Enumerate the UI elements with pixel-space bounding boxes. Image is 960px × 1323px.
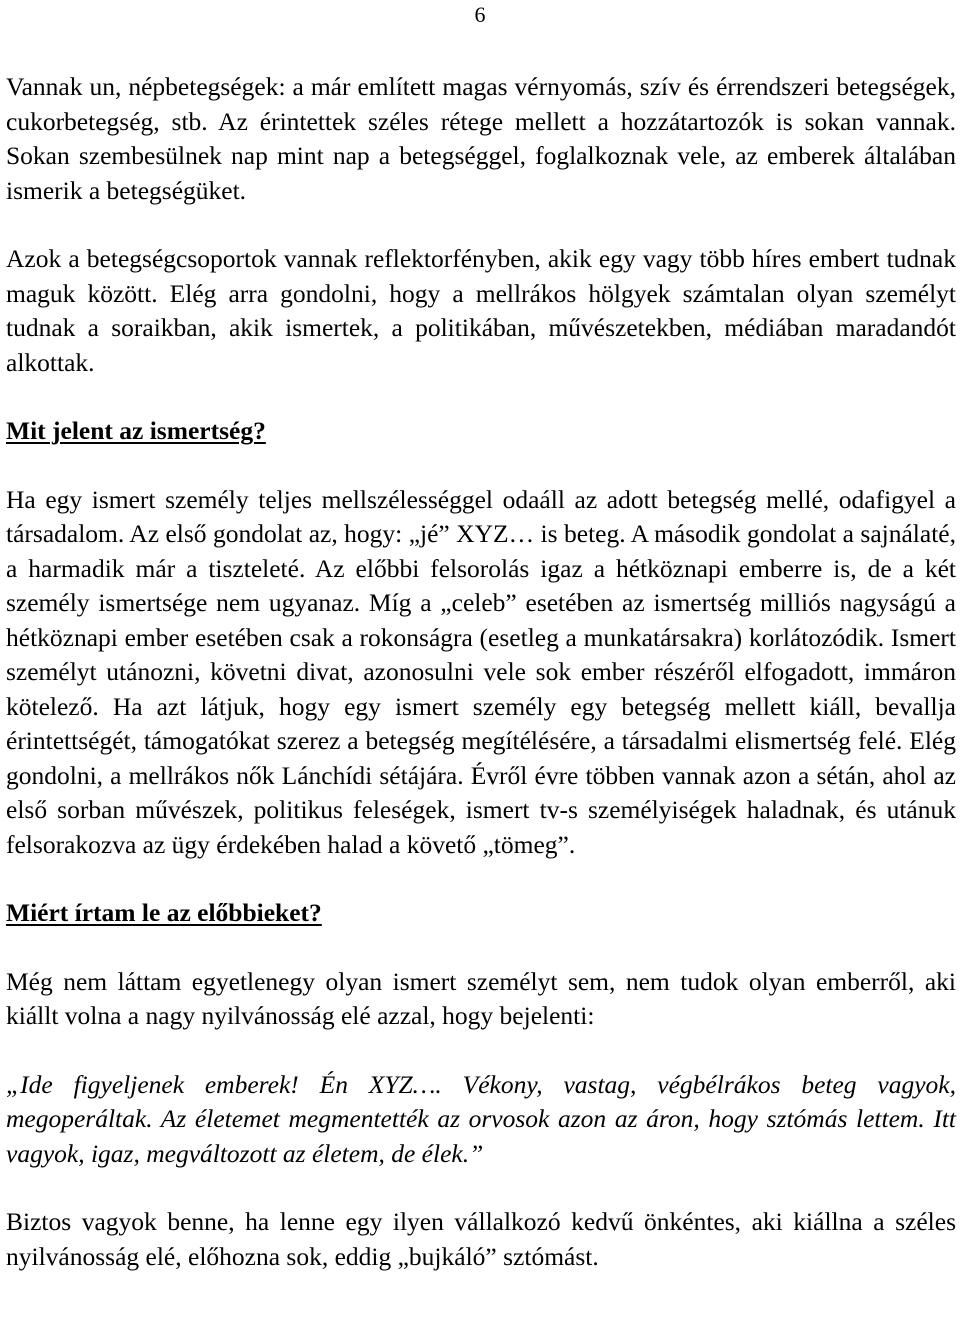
section-heading-miert: Miért írtam le az előbbieket?: [6, 898, 322, 927]
section-heading-ismertseg: Mit jelent az ismertség?: [6, 416, 266, 445]
paragraph-meg-nem-lattam: Még nem láttam egyetlenegy olyan ismert személyt sem, nem tudok olyan emberről, aki kiállt volna a nagy nyilvánosság elé azzal, hogy bejelenti:: [6, 966, 956, 1030]
paragraph-nepbetegsegek: Vannak un, népbetegségek: a már említett magas vérnyomás, szív és érrendszeri betegségek, cukorbetegség, stb. Az érintettek széles rétege mellett a hozzátartozók is sokan vannak. Sokan szembesülnek nap mint nap a betegséggel, foglalkoznak vele, az emberek általában ismerik a betegségüket.: [6, 72, 956, 205]
quote-paragraph: „Ide figyeljenek emberek! Én XYZ…. Vékony, vastag, végbélrákos beteg vagyok, megoperáltak. Az életemet megmentették az orvosok azon az áron, hogy sztómás lettem. Itt vagyok, igaz, megváltozott az életem, de élek.”: [6, 1069, 956, 1168]
paragraph-reflektorfeny: Azok a betegségcsoportok vannak reflektorfényben, akik egy vagy több híres embert tudnak maguk között. Elég arra gondolni, hogy a mellrákos hölgyek számtalan olyan személyt tudnak a soraikban, akik ismertek, a politikában, művészetekben, médiában maradandót alkottak.: [6, 244, 956, 377]
document-body: [6, 70, 956, 1274]
paragraph-ismert-szemely: Ha egy ismert személy teljes mellszélességgel odaáll az adott betegség mellé, odafigyel a társadalom. Az első gondolat az, hogy: „jé” XYZ… is beteg. A második gondolat a sajnálaté, a harmadik már a tiszteleté. Az előbbi felsorolás igaz a hétköznapi emberre is, de a két személy ismertsége nem ugyanaz. Míg a „celeb” esetében az ismertség milliós nagyságú a hétköznapi ember esetében csak a rokonságra (esetleg a munkatársakra) korlátozódik. Ismert személyt utánozni, követni divat, azonosulni vele sok ember részéről elfogadott, immáron kötelező. Ha azt látjuk, hogy egy ismert személy egy betegség mellett kiáll, bevallja érintettségét, támogatókat szerez a betegség megítélésére, a társadalmi elismertség felé. Elég gondolni, a mellrákos nők Lánchídi sétájára. Évről évre többen vannak azon a sétán, ahol az első sorban művészek, politikus feleségek, ismert tv-s személyiségek haladnak, és utánuk felsorakozva az ügy érdekében halad a követő „tömeg”.: [6, 484, 956, 859]
page-number: 6: [474, 2, 486, 27]
paragraph-biztos-vagyok: Biztos vagyok benne, ha lenne egy ilyen vállalkozó kedvű önkéntes, aki kiállna a széles nyilvánosság elé, előhozna sok, eddig „bujkáló” sztómást.: [6, 1207, 956, 1271]
